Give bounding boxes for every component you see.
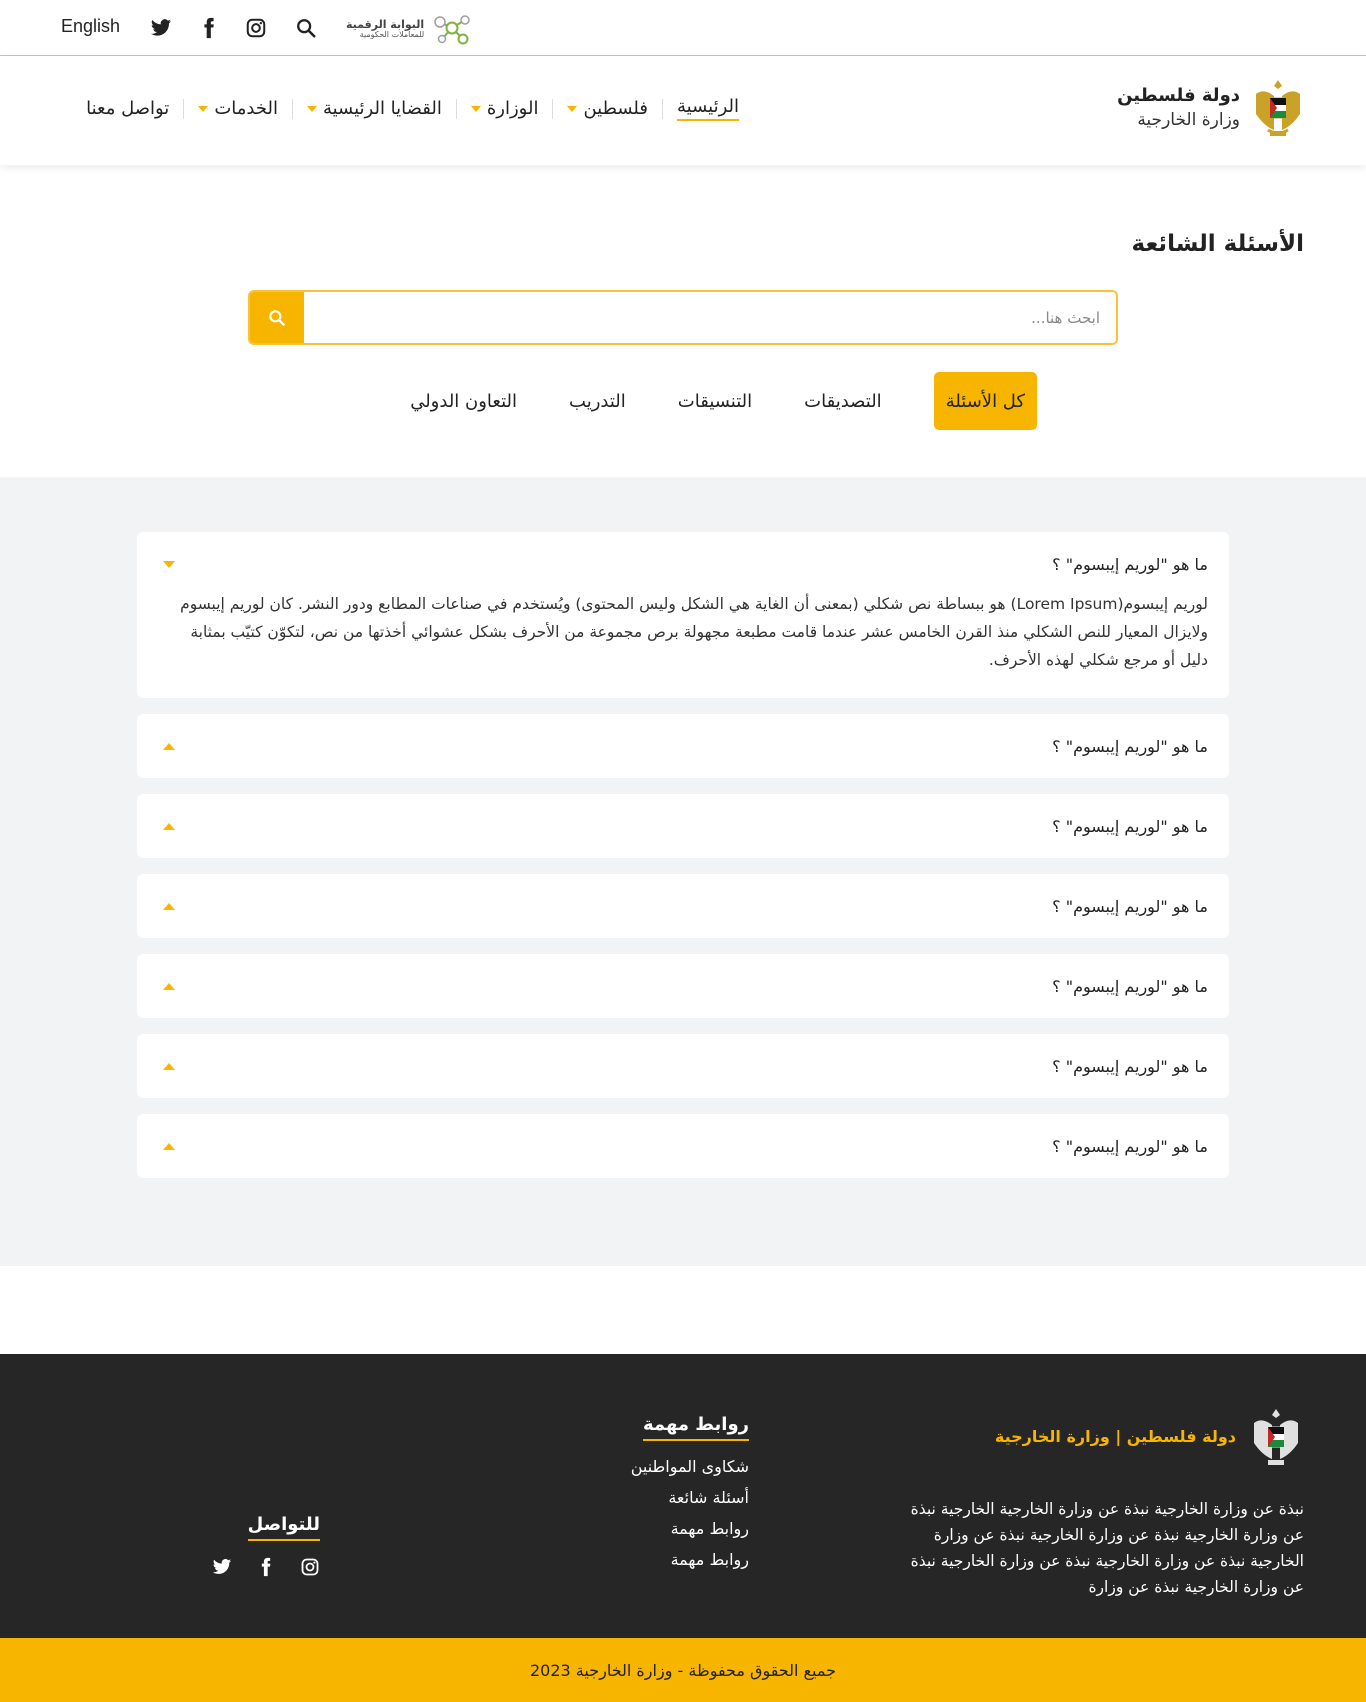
copyright-text: جميع الحقوق محفوظة - وزارة الخارجية 2023 bbox=[529, 1660, 837, 1680]
tab-training[interactable]: التدريب bbox=[569, 390, 626, 412]
digital-portal-logo[interactable] bbox=[346, 10, 476, 48]
twitter-icon[interactable] bbox=[212, 1557, 232, 1577]
tab-coordination[interactable]: التنسيقات bbox=[677, 390, 753, 412]
main-header bbox=[0, 56, 1366, 165]
faq-search bbox=[248, 290, 1118, 345]
main-nav bbox=[86, 96, 739, 121]
twitter-icon[interactable] bbox=[150, 17, 172, 39]
tab-attestations[interactable]: التصديقات bbox=[804, 390, 882, 412]
facebook-icon[interactable] bbox=[256, 1557, 276, 1577]
footer-contact bbox=[210, 1514, 320, 1577]
faq-question: ما هو "لوريم إيبسوم" ؟ bbox=[1052, 1136, 1208, 1156]
language-switch[interactable]: English bbox=[61, 16, 121, 36]
site-brand[interactable] bbox=[1117, 74, 1306, 140]
page-spacer bbox=[0, 1266, 1366, 1354]
footer-important-links bbox=[631, 1414, 749, 1575]
nav-label: الوزارة bbox=[486, 98, 539, 119]
faq-item[interactable] bbox=[137, 1114, 1229, 1178]
faq-question: ما هو "لوريم إيبسوم" ؟ bbox=[1052, 554, 1208, 574]
caret-up-icon bbox=[163, 903, 175, 910]
nav-divider bbox=[662, 99, 663, 119]
faq-question: ما هو "لوريم إيبسوم" ؟ bbox=[1052, 896, 1208, 916]
footer-contact-heading: للتواصل bbox=[248, 1514, 320, 1541]
search-input[interactable] bbox=[304, 292, 1116, 343]
nav-divider bbox=[183, 99, 184, 119]
caret-up-icon bbox=[163, 983, 175, 990]
portal-subtitle: للمعاملات الحكومية bbox=[359, 29, 425, 39]
faq-answer: لوريم إيبسوم(Lorem Ipsum) هو ببساطة نص شكلي (بمعنى أن الغاية هي الشكل وليس المحتوى) ويُستخدم في صناعات المطابع ودور النشر. كان لوريم إيبسوم ولايزال المعيار للنص الشكلي منذ القرن الخامس عشر عندما قامت مطبعة مجهولة برص مجموعة من الأحرف بشكل عشوائي أخذتها من نص، لتكوّن كتيّب بمثابة دليل أو مرجع شكلي لهذه الأحرف. bbox=[180, 595, 1208, 669]
nav-item-contact[interactable] bbox=[86, 98, 169, 119]
caret-up-icon bbox=[163, 1143, 175, 1150]
emblem-logo bbox=[1248, 1399, 1304, 1473]
faq-question: ما هو "لوريم إيبسوم" ؟ bbox=[1052, 736, 1208, 756]
nav-divider bbox=[456, 99, 457, 119]
footer-link-important-links[interactable]: روابط مهمة bbox=[670, 1519, 749, 1538]
nav-label: الخدمات bbox=[214, 98, 278, 119]
copyright-bar bbox=[0, 1638, 1366, 1702]
footer-link-complaints[interactable]: شكاوى المواطنين bbox=[630, 1457, 749, 1476]
portal-title: البوابة الرقمية bbox=[346, 18, 425, 32]
nav-divider bbox=[552, 99, 553, 119]
nav-label: الرئيسية bbox=[677, 96, 739, 121]
emblem-logo bbox=[1250, 74, 1306, 140]
caret-up-icon bbox=[163, 743, 175, 750]
faq-item[interactable] bbox=[137, 532, 1229, 698]
faq-question: ما هو "لوريم إيبسوم" ؟ bbox=[1052, 976, 1208, 996]
instagram-icon[interactable] bbox=[245, 17, 267, 39]
caret-down-icon bbox=[163, 561, 175, 568]
footer-brand-title: دولة فلسطين | وزارة الخارجية bbox=[994, 1426, 1236, 1446]
nav-item-palestine[interactable] bbox=[567, 98, 648, 119]
page-title: الأسئلة الشائعة bbox=[1131, 231, 1304, 257]
caret-down-icon bbox=[198, 106, 208, 112]
tab-international-cooperation[interactable]: التعاون الدولي bbox=[410, 390, 518, 412]
nav-label: تواصل معنا bbox=[86, 98, 170, 119]
faq-category-tabs bbox=[410, 372, 1037, 430]
faq-intro bbox=[0, 165, 1366, 477]
brand-state-name: دولة فلسطين bbox=[1117, 84, 1240, 106]
footer-link-faq[interactable]: أسئلة شائعة bbox=[668, 1488, 749, 1507]
caret-down-icon bbox=[471, 106, 481, 112]
nav-divider bbox=[292, 99, 293, 119]
search-button[interactable] bbox=[250, 292, 304, 343]
top-bar bbox=[0, 0, 1366, 56]
nav-label: القضايا الرئيسية bbox=[322, 98, 442, 119]
portal-logo-icon bbox=[430, 12, 474, 46]
nav-item-services[interactable] bbox=[198, 98, 278, 119]
caret-up-icon bbox=[163, 823, 175, 830]
nav-item-main-issues[interactable] bbox=[307, 98, 442, 119]
faq-item[interactable] bbox=[137, 714, 1229, 778]
faq-item[interactable] bbox=[137, 794, 1229, 858]
footer-about-text: نبذة عن وزارة الخارجية نبذة عن وزارة الخارجية الخارجية نبذة عن وزارة الخارجية نبذة عن وزارة الخارجية نبذة عن وزارة الخارجية نبذة عن وزارة الخارجية نبذة عن وزارة الخارجية نبذة عن وزارة الخارجية نبذة عن وزارة bbox=[910, 1500, 1304, 1596]
footer-links-heading: روابط مهمة bbox=[643, 1414, 749, 1441]
instagram-icon[interactable] bbox=[300, 1557, 320, 1577]
nav-label: فلسطين bbox=[583, 98, 648, 119]
faq-question: ما هو "لوريم إيبسوم" ؟ bbox=[1052, 816, 1208, 836]
footer-brand bbox=[995, 1399, 1304, 1473]
faq-question: ما هو "لوريم إيبسوم" ؟ bbox=[1052, 1056, 1208, 1076]
brand-ministry-name: وزارة الخارجية bbox=[1137, 109, 1240, 130]
faq-item[interactable] bbox=[137, 954, 1229, 1018]
caret-up-icon bbox=[163, 1063, 175, 1070]
faq-item[interactable] bbox=[137, 874, 1229, 938]
facebook-icon[interactable] bbox=[198, 17, 220, 39]
search-icon[interactable] bbox=[295, 17, 317, 39]
caret-down-icon bbox=[307, 106, 317, 112]
faq-list bbox=[0, 477, 1366, 1266]
nav-item-home[interactable] bbox=[677, 96, 739, 121]
nav-item-ministry[interactable] bbox=[471, 98, 539, 119]
faq-item[interactable] bbox=[137, 1034, 1229, 1098]
tab-all-questions[interactable]: كل الأسئلة bbox=[934, 372, 1037, 430]
search-icon bbox=[267, 308, 287, 328]
site-footer bbox=[0, 1354, 1366, 1638]
caret-down-icon bbox=[567, 106, 577, 112]
footer-link-important-links[interactable]: روابط مهمة bbox=[670, 1550, 749, 1569]
